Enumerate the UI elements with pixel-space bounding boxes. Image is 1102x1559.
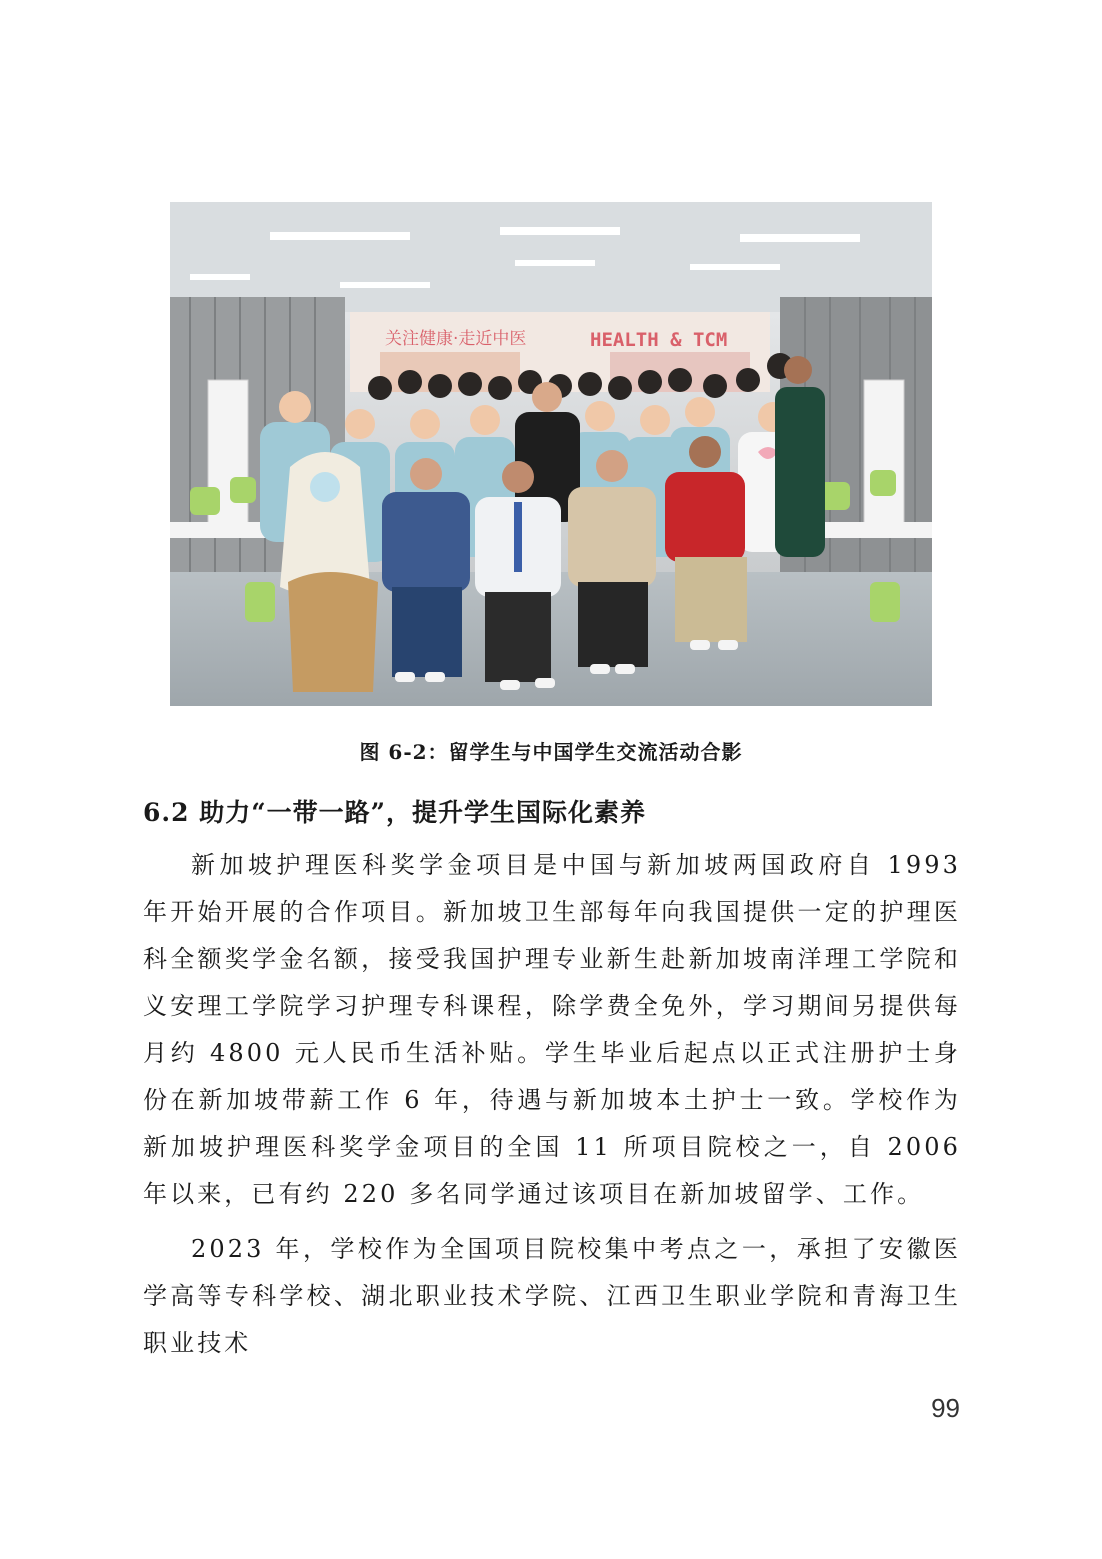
paragraph: 2023 年，学校作为全国项目院校集中考点之一，承担了安徽医学高等专科学校、湖北职业技术学院、江西卫生职业学院和青海卫生职业技术 bbox=[143, 1235, 961, 1357]
group-photo bbox=[170, 202, 932, 706]
banner-chinese: 关注健康·走近中医 bbox=[385, 329, 527, 349]
section-heading: 6.2 助力“一带一路”，提升学生国际化素养 bbox=[143, 798, 646, 827]
paragraph: 新加坡护理医科奖学金项目是中国与新加坡两国政府自 1993 年开始开展的合作项目。新加坡卫生部每年向我国提供一定的护理医科全额奖学金名额，接受我国护理专业新生赴新加坡南洋理工学院和义安理工学院学习护理专科课程，除学费全免外，学习期间另提供每月约 4800 元人民币生活补贴。学生毕业后起点以正式注册护士身份在新加坡带薪工作 6 年，待遇与新加坡本土护士一致。学校作为新加坡护理医科奖学金项目的全国 11 所项目院校之一，自 2006 年以来，已有约 220 多名同学通过该项目在新加坡留学、工作。 bbox=[143, 851, 961, 1208]
body-text bbox=[143, 842, 961, 1375]
figure-caption: 图 6-2：留学生与中国学生交流活动合影 bbox=[359, 740, 743, 764]
banner-english: HEALTH & TCM bbox=[590, 329, 728, 351]
page-number: 99 bbox=[931, 1393, 960, 1423]
